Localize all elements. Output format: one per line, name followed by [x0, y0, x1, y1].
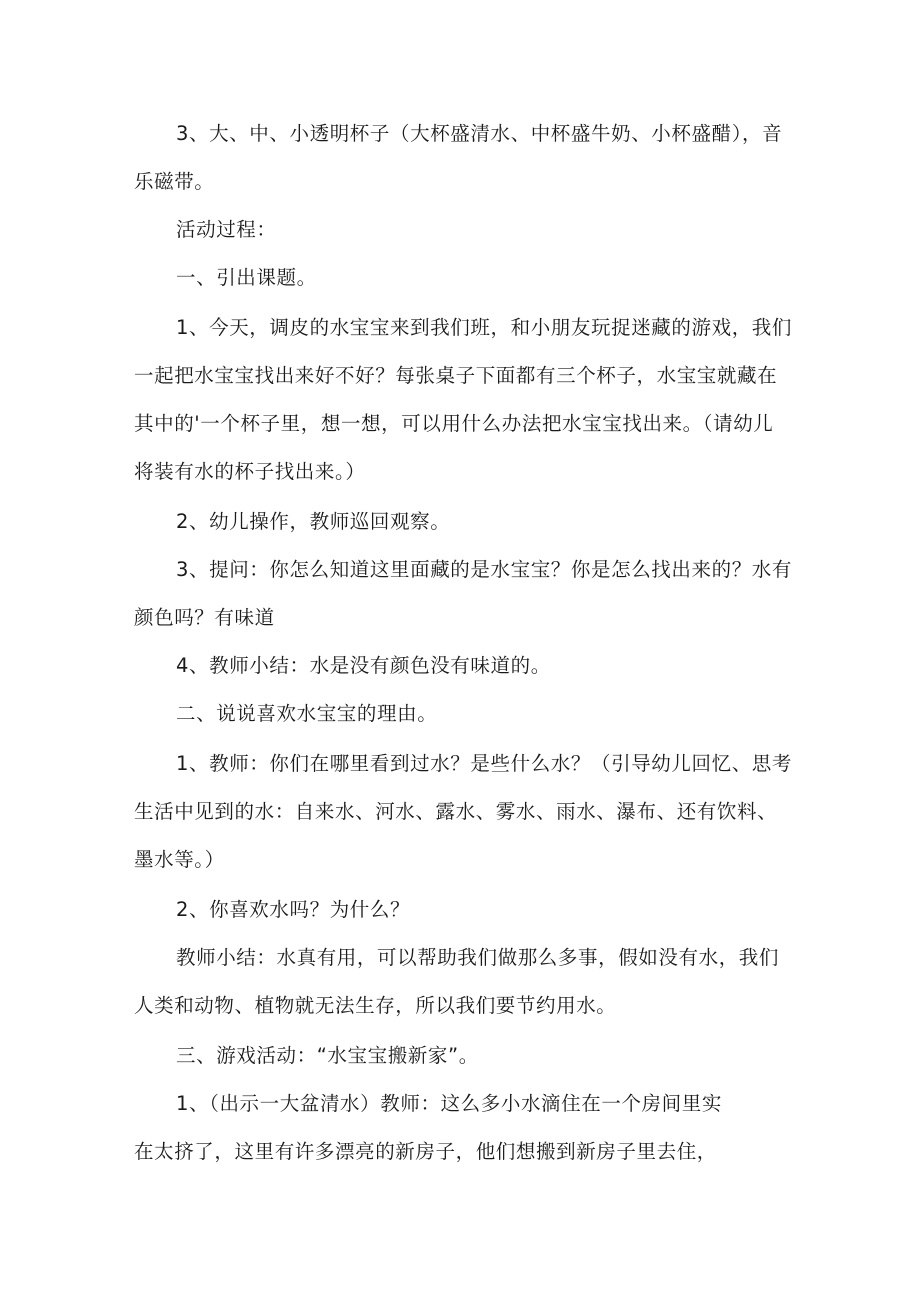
paragraph-line: 在太挤了，这里有许多漂亮的新房子，他们想搬到新房子里去住， [134, 1140, 717, 1163]
section-heading: 二、说说喜欢水宝宝的理由。 [176, 702, 438, 725]
paragraph-line: 生活中见到的水：自来水、河水、露水、雾水、雨水、瀑布、还有饮料、 [134, 800, 778, 823]
paragraph-line: 一起把水宝宝找出来好不好？每张桌子下面都有三个杯子，水宝宝就藏在 [134, 364, 778, 387]
section-heading: 一、引出课题。 [176, 266, 317, 289]
paragraph-line: 4、教师小结：水是没有颜色没有味道的。 [176, 654, 551, 677]
paragraph-line: 2、幼儿操作，教师巡回观察。 [176, 510, 451, 533]
paragraph-line: 3、提问：你怎么知道这里面藏的是水宝宝？你是怎么找出来的？水有 [176, 558, 793, 581]
paragraph-line: 墨水等。） [134, 848, 225, 871]
paragraph-line: 1、教师：你们在哪里看到过水？是些什么水？（引导幼儿回忆、思考 [176, 752, 793, 775]
paragraph-line: 人类和动物、植物就无法生存，所以我们要节约用水。 [134, 994, 617, 1017]
paragraph-line: 将装有水的杯子找出来。） [134, 460, 366, 483]
paragraph-line: 2、你喜欢水吗？为什么？ [176, 898, 411, 921]
paragraph-line: 颜色吗？有味道 [134, 606, 275, 629]
section-heading: 活动过程： [176, 218, 277, 241]
paragraph-line: 其中的'一个杯子里，想一想，可以用什么办法把水宝宝找出来。（请幼儿 [134, 412, 774, 435]
paragraph-line: 3、大、中、小透明杯子（大杯盛清水、中杯盛牛奶、小杯盛醋），音 [176, 122, 783, 145]
paragraph-line: 教师小结：水真有用，可以帮助我们做那么多事，假如没有水，我们 [176, 946, 780, 969]
paragraph-line: 1、（出示一大盆清水）教师：这么多小水滴住在一个房间里实 [176, 1092, 722, 1115]
paragraph-line: 1、今天，调皮的水宝宝来到我们班，和小朋友玩捉迷藏的游戏，我们 [176, 316, 793, 339]
section-heading: 三、游戏活动：“水宝宝搬新家”。 [176, 1044, 479, 1067]
paragraph-line: 乐磁带。 [134, 170, 215, 193]
